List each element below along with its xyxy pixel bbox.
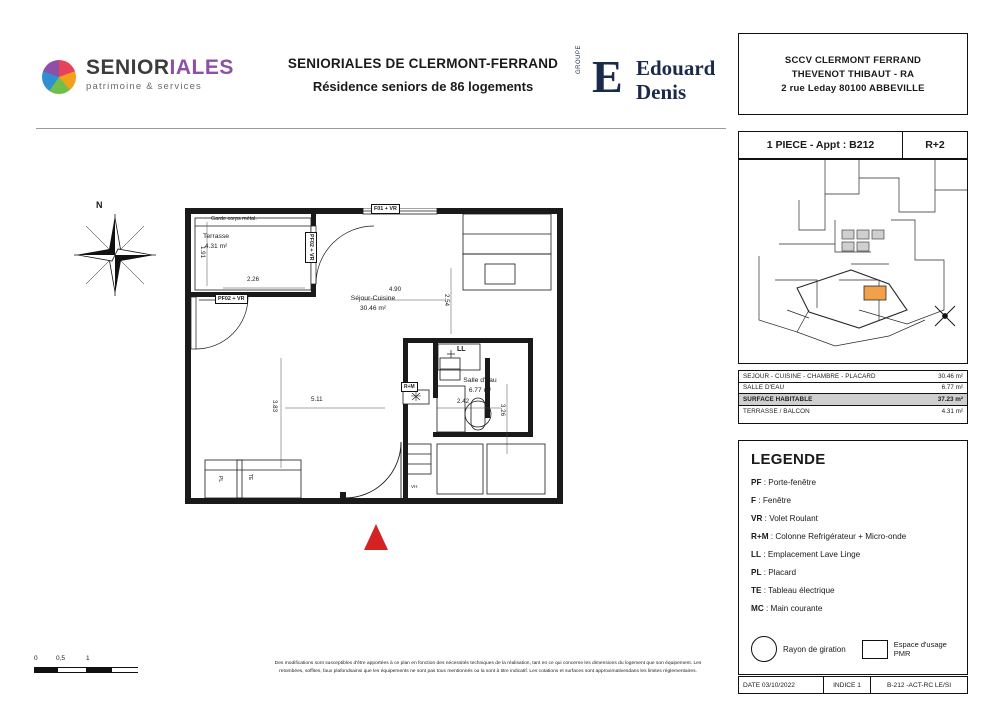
promoter-name-1: Edouard <box>636 56 716 80</box>
surface-value: 6.77 m² <box>941 384 963 392</box>
legend-abbr: F <box>751 496 757 505</box>
annotation-vh: VH <box>411 484 418 489</box>
annotation-pl: PL <box>217 476 223 483</box>
circle-gradient-logo-icon <box>42 60 76 94</box>
header-divider <box>36 128 726 129</box>
pmr-label-line-1: Espace d'usage <box>893 639 947 649</box>
legend-abbr: LL <box>751 550 762 559</box>
apartment-designation: 1 PIECE - Appt : B212 <box>766 139 875 151</box>
pmr-space-label <box>894 640 947 659</box>
annotation-ll: LL <box>457 346 466 353</box>
client-line-1: SCCV CLERMONT FERRAND <box>784 55 922 66</box>
legend-text: : Tableau électrique <box>761 586 835 595</box>
disclaimer-text: Des modifications sont susceptibles d'être apportées à ce plan en fonction des nécessités techniques de la réalisation, tant en ce qui concerne les dimensions du logement que son équipement. Les retombées, soffites, faux plafondsainsi que les équipements ne sont pas tous mentionnés ou la sont à titre indicatif. Les cotations et surfaces sont approximativesdans les limites réglementaires. <box>274 661 702 674</box>
scale-segment <box>58 667 86 673</box>
legend-abbr: PL <box>751 568 762 577</box>
promoter-initial: E <box>592 51 623 102</box>
scale-segment <box>34 667 58 673</box>
seniorales-logo <box>42 52 252 108</box>
room-name: Terrasse <box>203 233 230 240</box>
footer-ref: B-212 -ACT-RC LE/SI <box>886 681 952 689</box>
table-row <box>739 383 967 395</box>
legend-abbr: TE <box>751 586 762 595</box>
dimension-6: 3.83 <box>271 400 278 413</box>
highlighted-apartment <box>864 286 886 300</box>
logo-text <box>86 56 234 92</box>
surface-name: SURFACE HABITABLE <box>743 395 813 403</box>
room-area: 30.46 m² <box>359 304 387 312</box>
legend-item <box>751 496 955 505</box>
brand-tagline: patrimoine & services <box>86 81 203 92</box>
footer-date: DATE 03/10/2022 <box>743 681 795 689</box>
scale-segment <box>86 667 112 673</box>
legend-text: : Emplacement Lave Linge <box>761 550 861 559</box>
legend-abbr: PF <box>751 478 762 487</box>
legend-symbols <box>751 636 957 662</box>
legend-text: : Fenêtre <box>756 496 792 505</box>
edouard-denis-logo <box>574 44 724 110</box>
legend-abbr: MC <box>751 604 764 613</box>
legend-text: : Placard <box>761 568 797 577</box>
scale-bar <box>34 655 144 673</box>
compass-north-label: N <box>96 200 103 210</box>
legend-text: : Volet Roulant <box>762 514 818 523</box>
dimension-1: 1.91 <box>199 246 206 259</box>
table-row <box>739 406 967 418</box>
table-row <box>739 371 967 383</box>
client-info-panel <box>738 33 968 115</box>
page-title: SENIORIALES DE CLERMONT-FERRAND <box>287 56 559 71</box>
scale-tick-0: 0 <box>34 655 38 662</box>
legend-item <box>751 550 955 559</box>
annotation-te: TE <box>247 474 253 481</box>
scale-segment <box>112 667 138 673</box>
dimension-4: 2.54 <box>443 294 450 307</box>
table-row-total <box>739 394 967 406</box>
legend-text: : Porte-fenêtre <box>761 478 817 487</box>
surface-value: 4.31 m² <box>941 407 963 415</box>
scale-tick-2: 1 <box>86 655 90 662</box>
entrance-arrow-icon <box>364 524 388 550</box>
dimension-5: 5.11 <box>311 396 323 403</box>
legend-item <box>751 478 955 487</box>
annotation-r-plus-m: R+M <box>401 382 418 392</box>
dimension-7: 2.42 <box>457 398 470 405</box>
legend-item <box>751 604 955 613</box>
apartment-designation-panel <box>738 131 968 159</box>
site-plan-drawing <box>739 160 967 363</box>
surface-name: SALLE D'EAU <box>743 384 785 392</box>
footer-indice: INDICE 1 <box>833 681 861 689</box>
annotation-garde-corps: Garde corps métal. <box>211 216 257 222</box>
surface-name: TERRASSE / BALCON <box>743 407 810 415</box>
pmr-space-icon <box>862 640 888 659</box>
floor-plan-drawing <box>185 208 563 504</box>
surfaces-table <box>738 370 968 424</box>
surface-name: SEJOUR - CUISINE - CHAMBRE - PLACARD <box>743 372 876 380</box>
dimension-2: 2.26 <box>247 276 260 283</box>
legend-panel <box>738 440 968 675</box>
turning-radius-icon <box>751 636 777 662</box>
room-name: Séjour-Cuisine <box>350 295 396 302</box>
brand-part-1: SENIOR <box>86 56 170 79</box>
apartment-level: R+2 <box>925 139 945 151</box>
group-label: GROUPE <box>576 44 582 74</box>
dimension-8: 3.26 <box>499 404 506 417</box>
legend-item <box>751 586 955 595</box>
turning-radius-label: Rayon de giration <box>783 644 846 654</box>
legend-item <box>751 514 955 523</box>
surface-value: 30.46 m² <box>938 372 963 380</box>
annotation-f01-vr: F01 + VR <box>371 204 400 214</box>
legend-item <box>751 568 955 577</box>
site-situation-map <box>738 159 968 364</box>
legend-title: LEGENDE <box>751 451 826 468</box>
project-title-block <box>278 56 568 94</box>
drawing-footer-panel <box>738 676 968 694</box>
room-name: Salle d'eau <box>463 377 497 384</box>
client-line-2: THEVENOT THIBAUT - RA <box>791 68 915 80</box>
legend-abbr: VR <box>751 514 763 523</box>
legend-text: : Main courante <box>763 604 823 613</box>
surface-value: 37.23 m² <box>937 395 963 403</box>
dimension-3: 4.90 <box>389 286 402 293</box>
annotation-pf02-vr-bottom: PF02 + VR <box>215 294 248 304</box>
legend-item <box>751 532 955 541</box>
legend-abbr: R+M <box>751 532 769 541</box>
scale-tick-1: 0,5 <box>56 655 66 662</box>
room-area: 6.77 m² <box>468 386 492 394</box>
page-subtitle: Résidence seniors de 86 logements <box>312 79 534 94</box>
room-area: 4.31 m² <box>204 242 228 250</box>
legend-text: : Colonne Refrigérateur + Micro-onde <box>768 532 907 541</box>
promoter-name-2: Denis <box>636 80 687 104</box>
room-label-terrasse <box>203 232 229 251</box>
room-label-salle-deau <box>443 376 517 395</box>
annotation-pf02-vr-left: PF02 + VR <box>305 232 317 263</box>
pmr-label-line-2: PMR <box>893 649 911 658</box>
room-label-sejour-cuisine <box>331 294 415 313</box>
client-line-3: 2 rue Leday 80100 ABBEVILLE <box>781 82 925 94</box>
compass-rose-icon <box>72 200 158 298</box>
brand-part-2: IALES <box>169 56 234 79</box>
floor-plan-svg <box>185 208 563 504</box>
